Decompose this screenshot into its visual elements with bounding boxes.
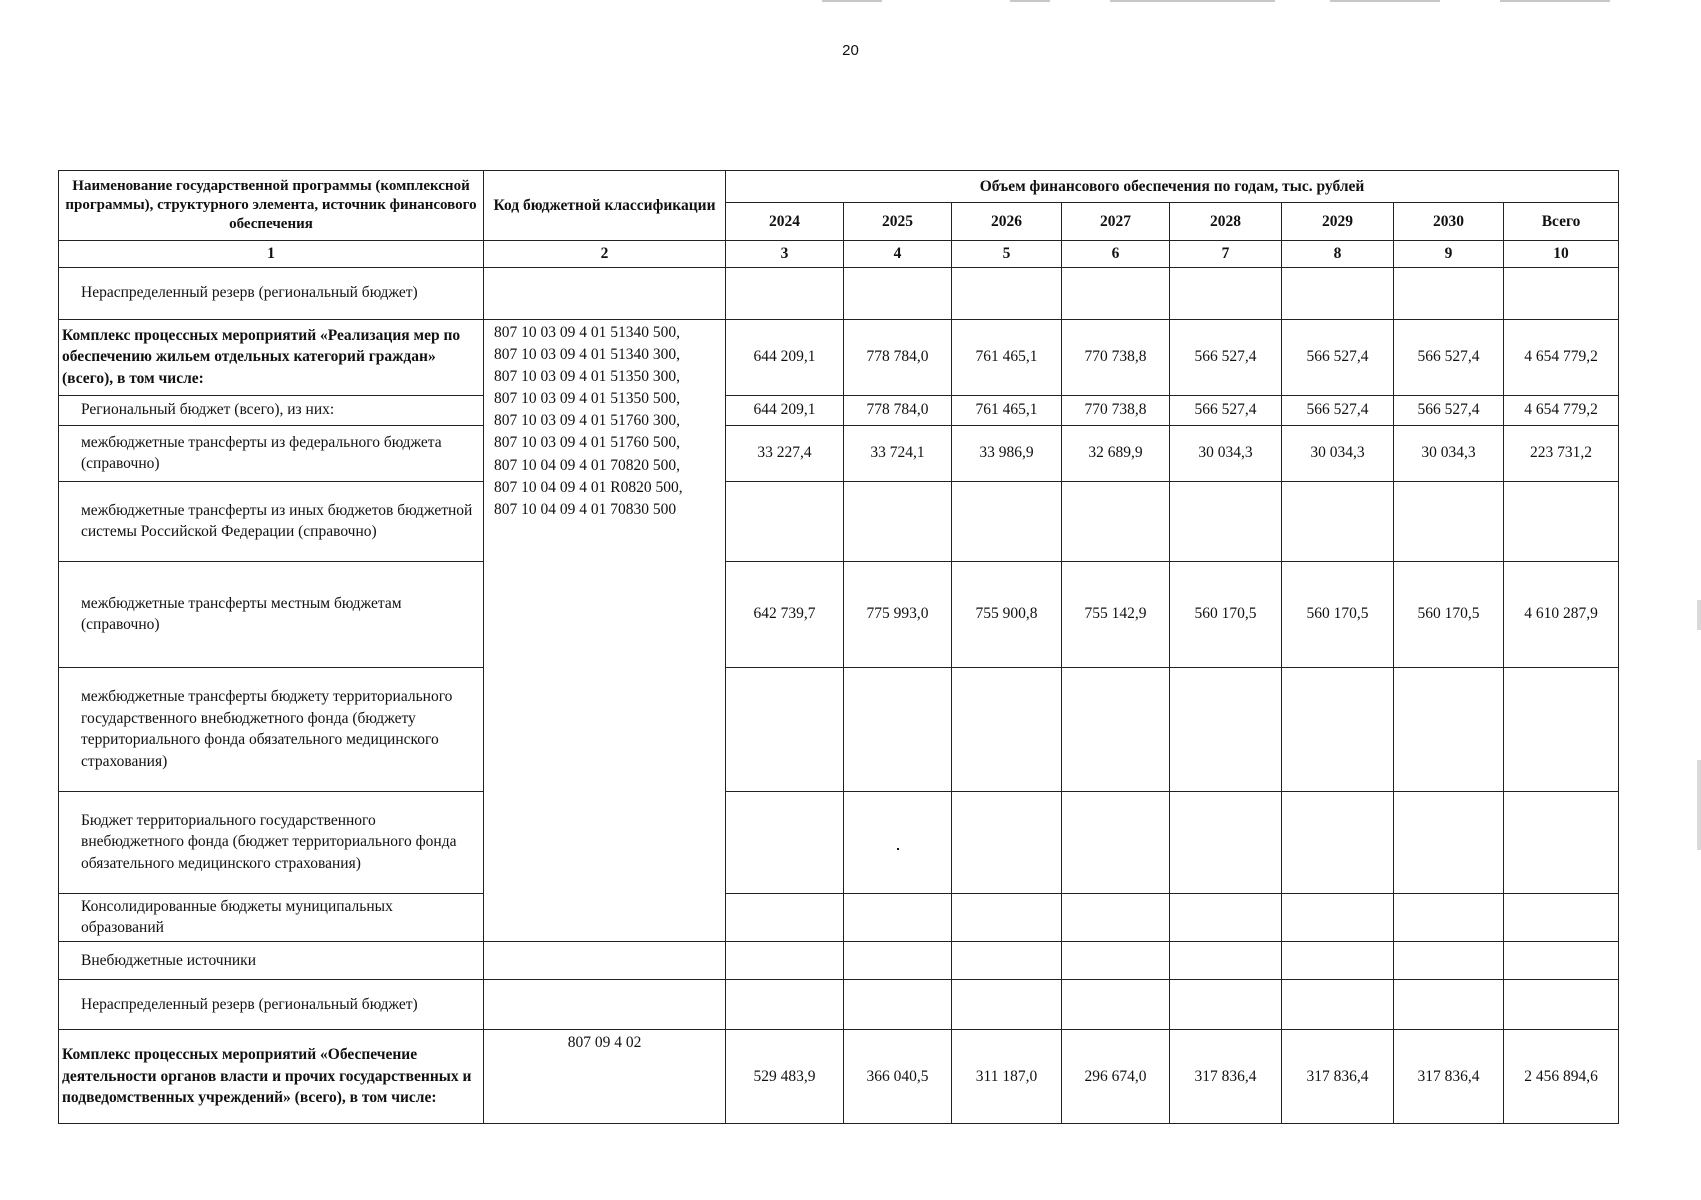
value-cell: 317 836,4 <box>1282 1030 1394 1124</box>
header-total: Всего <box>1504 203 1619 241</box>
value-cell: 778 784,0 <box>844 319 952 395</box>
scan-artifact <box>1330 0 1440 2</box>
value-cell <box>1170 267 1282 319</box>
budget-code: 807 10 03 09 4 01 51760 500, <box>494 434 680 452</box>
value-cell <box>952 942 1062 980</box>
value-cell: 770 738,8 <box>1062 319 1170 395</box>
value-cell: 566 527,4 <box>1394 319 1504 395</box>
table-row <box>59 425 1619 481</box>
header-name: Наименование государственной программы (комплексной программы), структурного элемента, источник финансового обеспечения <box>59 171 484 241</box>
code-cell <box>484 980 726 1030</box>
value-cell <box>844 481 952 561</box>
row-name: Консолидированные бюджеты муниципальных образований <box>59 893 484 941</box>
value-cell: 775 993,0 <box>844 561 952 667</box>
budget-code: 807 09 4 02 <box>484 1030 726 1124</box>
value-cell: 566 527,4 <box>1282 319 1394 395</box>
value-cell: 566 527,4 <box>1394 395 1504 425</box>
value-cell <box>1170 980 1282 1030</box>
value-cell: 644 209,1 <box>726 319 844 395</box>
value-cell <box>1062 980 1170 1030</box>
value-cell <box>1394 267 1504 319</box>
header-code: Код бюджетной классификации <box>484 171 726 241</box>
value-cell <box>1170 667 1282 791</box>
table-row <box>59 1030 1619 1124</box>
table-row <box>59 481 1619 561</box>
header-year: 2028 <box>1170 203 1282 241</box>
row-name: межбюджетные трансферты из иных бюджетов бюджетной системы Российской Федерации (справочно) <box>59 481 484 561</box>
value-cell <box>726 791 844 893</box>
table-row <box>59 667 1619 791</box>
table-row <box>59 942 1619 980</box>
value-cell: 770 738,8 <box>1062 395 1170 425</box>
row-name: Внебюджетные источники <box>59 942 484 980</box>
value-cell <box>726 980 844 1030</box>
header-year: 2026 <box>952 203 1062 241</box>
value-cell: 366 040,5 <box>844 1030 952 1124</box>
value-cell <box>952 791 1062 893</box>
scan-artifact <box>1697 600 1701 630</box>
value-cell: 755 142,9 <box>1062 561 1170 667</box>
value-cell: 223 731,2 <box>1504 425 1619 481</box>
value-cell <box>1394 667 1504 791</box>
code-cell <box>484 267 726 319</box>
value-cell: 4 654 779,2 <box>1504 395 1619 425</box>
table-row <box>59 561 1619 667</box>
budget-code: 807 10 03 09 4 01 51760 300, <box>494 412 680 430</box>
value-cell <box>952 980 1062 1030</box>
value-cell: 30 034,3 <box>1170 425 1282 481</box>
value-cell: 2 456 894,6 <box>1504 1030 1619 1124</box>
value-cell <box>1394 942 1504 980</box>
value-cell <box>726 267 844 319</box>
value-cell <box>726 667 844 791</box>
value-cell <box>1282 893 1394 941</box>
row-name: Региональный бюджет (всего), из них: <box>59 395 484 425</box>
value-cell <box>1282 267 1394 319</box>
value-cell <box>1504 893 1619 941</box>
budget-code: 807 10 03 09 4 01 51350 500, <box>494 390 680 408</box>
row-name: Комплекс процессных мероприятий «Реализация мер по обеспечению жильем отдельных категорий граждан» (всего), в том числе: <box>59 319 484 395</box>
value-cell <box>1170 481 1282 561</box>
value-cell <box>1170 893 1282 941</box>
scan-artifact <box>822 0 882 2</box>
row-name: межбюджетные трансферты бюджету территориального государственного внебюджетного фонда (бюджету территориального фонда обязательного медицинского страхования) <box>59 667 484 791</box>
value-cell <box>1504 667 1619 791</box>
row-name: Нераспределенный резерв (региональный бюджет) <box>59 267 484 319</box>
value-cell <box>1282 481 1394 561</box>
value-cell <box>1170 942 1282 980</box>
value-cell: 566 527,4 <box>1170 395 1282 425</box>
value-cell <box>844 667 952 791</box>
value-cell: 33 227,4 <box>726 425 844 481</box>
value-cell <box>952 893 1062 941</box>
scan-artifact <box>1500 0 1610 2</box>
table-row <box>59 267 1619 319</box>
budget-code: 807 10 03 09 4 01 51340 500, <box>494 323 680 341</box>
value-cell: 33 986,9 <box>952 425 1062 481</box>
value-cell <box>844 893 952 941</box>
value-cell <box>952 667 1062 791</box>
index-row <box>59 241 1619 268</box>
value-cell: 317 836,4 <box>1394 1030 1504 1124</box>
value-cell <box>1504 481 1619 561</box>
value-cell <box>1282 791 1394 893</box>
value-cell <box>726 481 844 561</box>
header-volume: Объем финансового обеспечения по годам, тыс. рублей <box>726 171 1619 203</box>
index-cell: 10 <box>1504 241 1619 268</box>
value-cell <box>1062 667 1170 791</box>
value-cell <box>952 267 1062 319</box>
page-number: 20 <box>842 42 859 59</box>
index-cell: 8 <box>1282 241 1394 268</box>
value-cell <box>1504 980 1619 1030</box>
budget-code: 807 10 04 09 4 01 70830 500 <box>494 500 677 518</box>
row-name: Бюджет территориального государственного внебюджетного фонда (бюджет территориального фонда обязательного медицинского страхования) <box>59 791 484 893</box>
value-cell <box>1394 980 1504 1030</box>
value-cell <box>1504 791 1619 893</box>
budget-codes <box>484 319 726 941</box>
value-cell <box>1062 942 1170 980</box>
header-year: 2030 <box>1394 203 1504 241</box>
index-cell: 9 <box>1394 241 1504 268</box>
value-cell <box>844 980 952 1030</box>
header-year: 2029 <box>1282 203 1394 241</box>
value-cell: 778 784,0 <box>844 395 952 425</box>
value-cell <box>1062 267 1170 319</box>
code-cell <box>484 942 726 980</box>
index-cell: 2 <box>484 241 726 268</box>
value-cell: 566 527,4 <box>1282 395 1394 425</box>
value-cell: 644 209,1 <box>726 395 844 425</box>
value-cell <box>1394 791 1504 893</box>
value-cell <box>952 481 1062 561</box>
value-cell: 4 610 287,9 <box>1504 561 1619 667</box>
budget-table <box>58 170 1619 1124</box>
row-name: Нераспределенный резерв (региональный бюджет) <box>59 980 484 1030</box>
value-cell: 560 170,5 <box>1282 561 1394 667</box>
budget-code: 807 10 04 09 4 01 70820 500, <box>494 456 680 474</box>
value-cell <box>1062 791 1170 893</box>
value-cell <box>1394 893 1504 941</box>
value-cell <box>1504 267 1619 319</box>
value-cell: 761 465,1 <box>952 395 1062 425</box>
row-name: межбюджетные трансферты из федерального бюджета (справочно) <box>59 425 484 481</box>
value-cell <box>844 791 952 893</box>
index-cell: 1 <box>59 241 484 268</box>
value-cell <box>1062 893 1170 941</box>
budget-code: 807 10 04 09 4 01 R0820 500, <box>494 478 683 496</box>
value-cell: 560 170,5 <box>1394 561 1504 667</box>
value-cell: 296 674,0 <box>1062 1030 1170 1124</box>
index-cell: 7 <box>1170 241 1282 268</box>
value-cell <box>1394 481 1504 561</box>
header-year: 2027 <box>1062 203 1170 241</box>
value-cell: 311 187,0 <box>952 1030 1062 1124</box>
value-cell <box>844 267 952 319</box>
index-cell: 5 <box>952 241 1062 268</box>
value-cell <box>1504 942 1619 980</box>
scan-artifact <box>1697 760 1701 850</box>
header-year: 2024 <box>726 203 844 241</box>
value-cell: 529 483,9 <box>726 1030 844 1124</box>
value-cell: 560 170,5 <box>1170 561 1282 667</box>
scan-artifact <box>1010 0 1050 2</box>
value-cell: 32 689,9 <box>1062 425 1170 481</box>
code-cell <box>726 893 844 941</box>
header-year: 2025 <box>844 203 952 241</box>
value-cell: 566 527,4 <box>1170 319 1282 395</box>
scan-dot <box>897 848 899 850</box>
scan-artifact <box>1110 0 1275 2</box>
value-cell <box>1170 791 1282 893</box>
value-cell: 317 836,4 <box>1170 1030 1282 1124</box>
index-cell: 6 <box>1062 241 1170 268</box>
value-cell <box>726 942 844 980</box>
value-cell: 642 739,7 <box>726 561 844 667</box>
value-cell <box>1282 980 1394 1030</box>
index-cell: 4 <box>844 241 952 268</box>
value-cell: 755 900,8 <box>952 561 1062 667</box>
table-row <box>59 395 1619 425</box>
row-name: Комплекс процессных мероприятий «Обеспечение деятельности органов власти и прочих государственных и подведомственных учреждений» (всего), в том числе: <box>59 1030 484 1124</box>
table-row <box>59 319 1619 395</box>
table-row <box>59 791 1619 893</box>
row-name: межбюджетные трансферты местным бюджетам (справочно) <box>59 561 484 667</box>
value-cell <box>1282 667 1394 791</box>
table-row <box>59 980 1619 1030</box>
value-cell <box>1062 481 1170 561</box>
value-cell: 30 034,3 <box>1394 425 1504 481</box>
value-cell <box>844 942 952 980</box>
value-cell: 33 724,1 <box>844 425 952 481</box>
budget-code: 807 10 03 09 4 01 51340 300, <box>494 345 680 363</box>
index-cell: 3 <box>726 241 844 268</box>
value-cell: 30 034,3 <box>1282 425 1394 481</box>
table-row <box>59 893 1619 941</box>
value-cell: 4 654 779,2 <box>1504 319 1619 395</box>
value-cell: 761 465,1 <box>952 319 1062 395</box>
value-cell <box>1282 942 1394 980</box>
budget-code: 807 10 03 09 4 01 51350 300, <box>494 368 680 385</box>
